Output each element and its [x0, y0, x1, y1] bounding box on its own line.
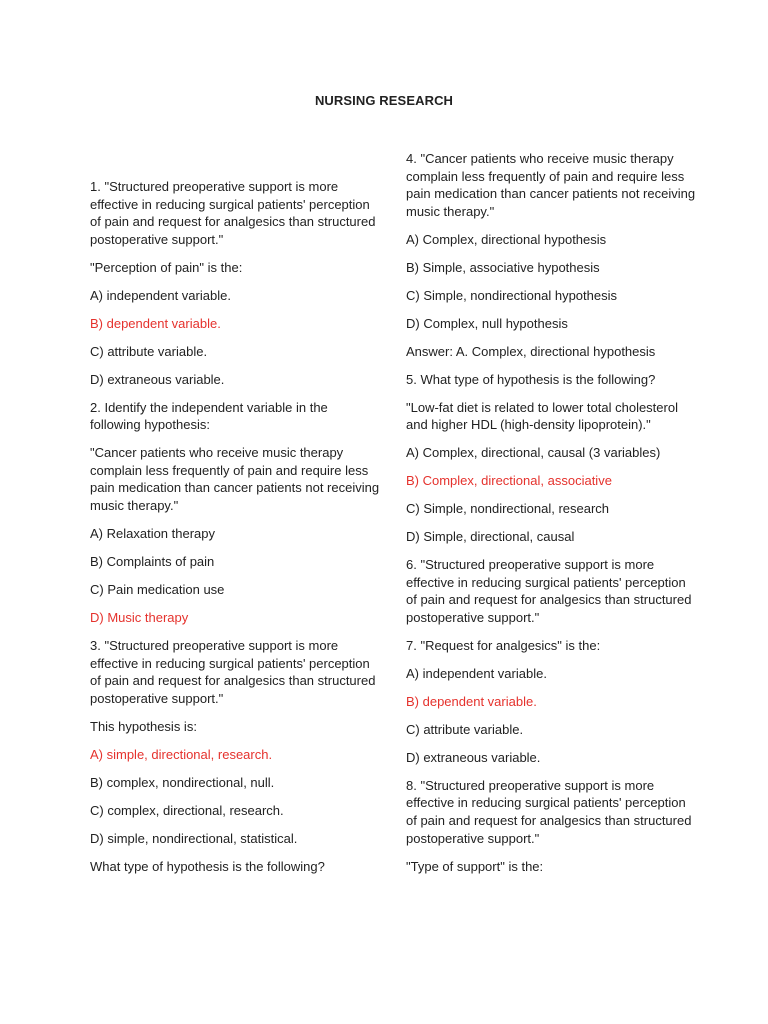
question-2-quote: "Cancer patients who receive music therapy complain less frequently of pain and require less pain medication than cancer patients not receiving music therapy." [90, 445, 380, 514]
question-3-option-c: C) complex, directional, research. [90, 802, 284, 818]
question-8-prompt: "Type of support" is the: [406, 858, 544, 874]
right-column [406, 150, 696, 886]
question-4-intro: What type of hypothesis is the following? [90, 858, 325, 874]
question-3-option-a-answer: A) simple, directional, research. [90, 746, 273, 762]
question-2-option-c: C) Pain medication use [90, 582, 225, 597]
question-4-quote: 4. "Cancer patients who receive music therapy complain less frequently of pain and require less pain medication than cancer patients not receiving music therapy." [406, 151, 696, 219]
question-4-option-d: D) Complex, null hypothesis [406, 315, 568, 331]
question-7-option-c: C) attribute variable. [406, 721, 524, 737]
question-3-option-b: B) complex, nondirectional, null. [90, 774, 275, 790]
question-1-prompt: "Perception of pain" is the: [90, 259, 243, 275]
question-1-option-a: A) independent variable. [90, 287, 231, 303]
question-5-option-d: D) Simple, directional, causal [406, 529, 575, 545]
question-1-text: 1. "Structured preoperative support is more effective in reducing surgical patients' perception of pain and request for analgesics than structured postoperative support." [90, 179, 376, 247]
question-5-option-b-answer: B) Complex, directional, associative [406, 473, 612, 489]
question-7-option-b-answer: B) dependent variable. [406, 693, 537, 709]
question-4-option-a: A) Complex, directional hypothesis [406, 231, 607, 247]
question-3-prompt: This hypothesis is: [90, 718, 197, 734]
page-title: NURSING RESEARCH [314, 93, 454, 108]
question-2-option-d-answer: D) Music therapy [90, 609, 189, 625]
question-5-quote: "Low-fat diet is related to lower total cholesterol and higher HDL (high-density lipoprotein)." [406, 399, 678, 433]
question-1-option-d: D) extraneous variable. [90, 371, 225, 387]
question-4-answer: Answer: A. Complex, directional hypothesis [406, 343, 656, 359]
question-1-option-b-answer: B) dependent variable. [90, 315, 221, 331]
question-2-option-a: A) Relaxation therapy [90, 526, 216, 542]
question-7-option-a: A) independent variable. [406, 665, 547, 681]
question-8-text: 8. "Structured preoperative support is more effective in reducing surgical patients' perception of pain and request for analgesics than structured postoperative support." [406, 777, 692, 846]
question-7-option-d: D) extraneous variable. [406, 749, 541, 765]
question-5-option-a: A) Complex, directional, causal (3 variables) [406, 445, 661, 461]
question-4-option-c: C) Simple, nondirectional hypothesis [406, 287, 617, 303]
question-1-option-c: C) attribute variable. [90, 343, 208, 359]
question-3-option-d: D) simple, nondirectional, statistical. [90, 830, 298, 846]
question-3-text: 3. "Structured preoperative support is more effective in reducing surgical patients' perception of pain and request for analgesics than structured postoperative support." [90, 637, 376, 706]
question-4-option-b: B) Simple, associative hypothesis [406, 259, 600, 275]
question-6-text: 6. "Structured preoperative support is more effective in reducing surgical patients' perception of pain and request for analgesics than structured postoperative support." [406, 557, 692, 625]
question-2-option-b: B) Complaints of pain [90, 554, 215, 570]
left-column [90, 178, 380, 886]
question-7-text: 7. "Request for analgesics" is the: [406, 637, 601, 653]
question-5-text: 5. What type of hypothesis is the following? [406, 371, 656, 387]
question-2-text: 2. Identify the independent variable in the following hypothesis: [90, 399, 328, 433]
question-5-option-c: C) Simple, nondirectional, research [406, 501, 610, 517]
